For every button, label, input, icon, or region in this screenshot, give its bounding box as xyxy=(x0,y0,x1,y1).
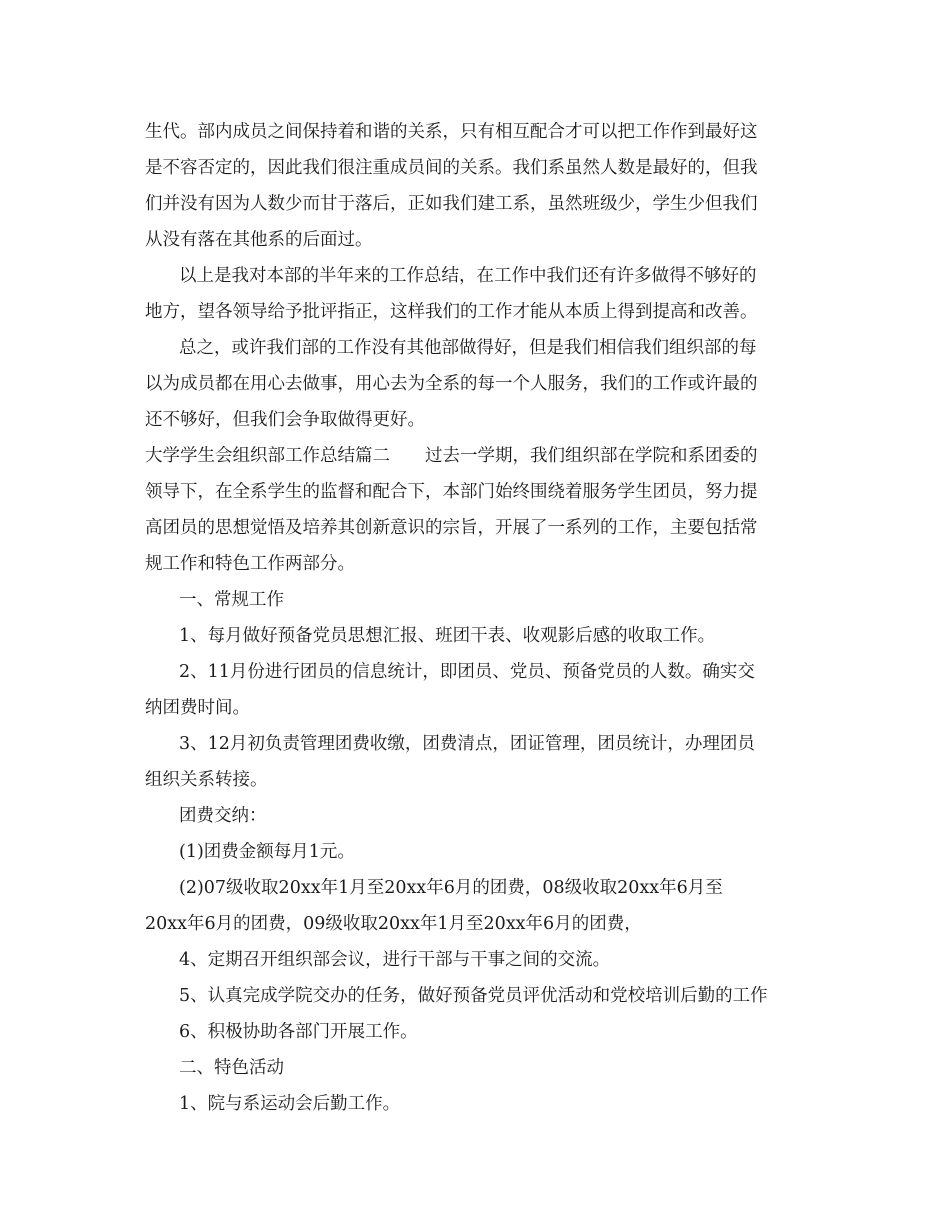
subheading-routine-work: 一、常规工作 xyxy=(179,590,284,610)
list-item-2: 2、11月份进行团员的信息统计，即团员、党员、预备党员的人数。确实交 xyxy=(179,662,755,682)
subheading-fee-payment: 团费交纳： xyxy=(179,806,267,826)
text-line-2: 是不容否定的，因此我们很注重成员间的关系。我们系虽然人数是最好的，但我 xyxy=(145,158,758,178)
list-item-6: 6、积极协助各部门开展工作。 xyxy=(179,1022,418,1042)
text-line-6: 地方，望各领导给予批评指正，这样我们的工作才能从本质上得到提高和改善。 xyxy=(145,302,758,322)
fee-item-2-cont: 20xx年6月的团费，09级收取20xx年1月至20xx年6月的团费， xyxy=(145,914,642,934)
list-item-2-cont: 纳团费时间。 xyxy=(145,698,250,718)
subheading-special-activities: 二、特色活动 xyxy=(179,1058,284,1078)
list-item-3: 3、12月初负责管理团费收缴，团费清点，团证管理，团员统计，办理团员 xyxy=(179,734,755,754)
list-item-1: 1、每月做好预备党员思想汇报、班团干表、收观影后感的收取工作。 xyxy=(179,626,716,646)
text-line-1: 生代。部内成员之间保持着和谐的关系，只有相互配合才可以把工作作到最好这 xyxy=(145,122,758,142)
list-item-5: 5、认真完成学院交办的任务，做好预备党员评优活动和党校培训后勤的工作 xyxy=(179,986,768,1006)
text-line-5: 以上是我对本部的半年来的工作总结，在工作中我们还有许多做得不够好的 xyxy=(179,266,757,286)
text-line-3: 们并没有因为人数少而甘于落后，正如我们建工系，虽然班级少，学生少但我们 xyxy=(145,194,758,214)
text-line-13: 规工作和特色工作两部分。 xyxy=(145,554,355,574)
document-body xyxy=(145,114,835,1122)
text-line-9: 还不够好，但我们会争取做得更好。 xyxy=(145,410,425,430)
text-line-8: 以为成员都在用心去做事，用心去为全系的每一个人服务，我们的工作或许最的 xyxy=(145,374,758,394)
text-line-7: 总之，或许我们部的工作没有其他部做得好，但是我们相信我们组织部的每 xyxy=(179,338,757,358)
list-item-4: 4、定期召开组织部会议，进行干部与干事之间的交流。 xyxy=(179,950,611,970)
fee-item-2: (2)07级收取20xx年1月至20xx年6月的团费，08级收取20xx年6月至 xyxy=(179,878,723,898)
text-line-4: 从没有落在其他系的后面过。 xyxy=(145,230,373,250)
list-item-3-cont: 组织关系转接。 xyxy=(145,770,268,790)
section-heading-line: 大学学生会组织部工作总结篇二 过去一学期，我们组织部在学院和系团委的 xyxy=(145,446,758,466)
special-item-1: 1、院与系运动会后勤工作。 xyxy=(179,1094,401,1114)
text-line-11: 领导下，在全系学生的监督和配合下，本部门始终围绕着服务学生团员，努力提 xyxy=(145,482,758,502)
fee-item-1: (1)团费金额每月1元。 xyxy=(179,842,355,862)
text-line-12: 高团员的思想觉悟及培养其创新意识的宗旨，开展了一系列的工作，主要包括常 xyxy=(145,518,758,538)
